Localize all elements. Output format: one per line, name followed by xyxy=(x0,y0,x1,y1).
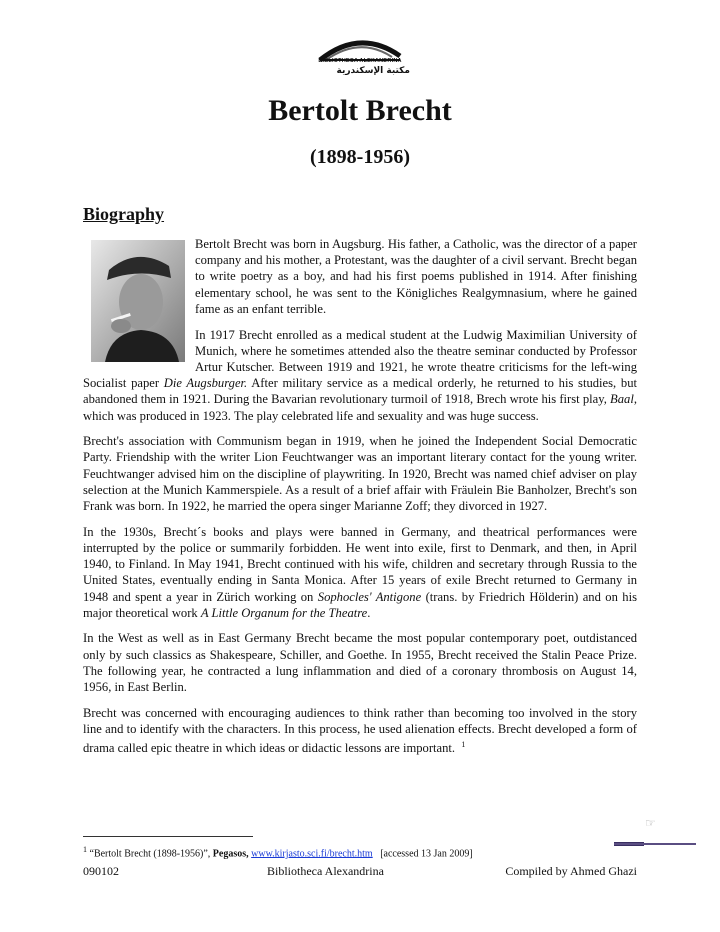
footnote-ref[interactable]: 1 xyxy=(461,740,466,750)
logo-name: BIBLIOTHECA ALEXANDRINA xyxy=(318,58,402,64)
text-span: After military service as a medical orderly, he returned to his studies, but abandoned them in 1921. During the Bavarian revolutionary turmoil of 1918, Brech wrote his first play, xyxy=(83,376,637,407)
paragraph-birth: Bertolt Brecht was born in Augsburg. His father, a Catholic, was the director of a paper company and his mother, a Protestant, was the daughter of a civil servant. Brecht began to write poetry as a boy, and had his first poems published in 1914. After finishing elementary school, he was sent to the Königliches Realgymnasium, where he gained fame as an enfant terrible. xyxy=(195,237,637,316)
play-title: Baal xyxy=(610,392,634,407)
work-title: A Little Organum for the Theatre xyxy=(200,605,368,620)
paragraph-communism: Brecht's association with Communism began in 1919, when he joined the Independent Social Democratic Party. Friendship with the writer Lion Feuchtwanger was an important literary contact for the young writer. Feuchtwanger advised him on the discipline of playwriting. In 1920, Brecht was named chief adviser on play selection at the Munich Kammerspiele. As a result of a brief affair with Fräulein Bie Banholzer, Brecht's son Frank was born. In 1922, he married the opera singer Marianne Zoff; they divorced in 1927. xyxy=(83,434,637,514)
footer-compiler: Compiled by Ahmed Ghazi xyxy=(505,864,637,878)
footnote-number: 1 xyxy=(83,845,87,854)
work-title: Sophocles' Antigone xyxy=(317,589,422,604)
text-span: , which was produced in 1923. The play celebrated life and sexuality and was huge success. xyxy=(83,392,637,423)
accent-bar xyxy=(614,843,696,845)
newspaper-title: Die Augsburger. xyxy=(163,376,248,391)
text-span: In the 1930s, Brecht´s books and plays were banned in Germany, and theatrical performances were interrupted by the police or summarily forbidden. He went into exile, first to Denmark, and then, in April 1940, to Finland. In May 1941, Brecht continued with his wife, children and secretary through Russia to the United States, eventually ending in Santa Monica. After 15 years of exile Brecht returned to Germany in 1948 and spent a year in Zürich working on xyxy=(83,524,637,604)
footnote xyxy=(83,845,473,859)
section-heading: Biography xyxy=(83,204,165,224)
footer-library: Bibliotheca Alexandrina xyxy=(267,864,384,878)
text-span: Brecht was concerned with encouraging audiences to think rather than becoming too involved in the story line and to identify with the characters. In this process, he used alienation effects. Brecht developed a form of drama called epic theatre in which ideas or didactic lessons are important. xyxy=(83,705,637,756)
logo-arabic-name: مكتبة الإسكندرية xyxy=(336,66,410,76)
portrait-photo xyxy=(91,240,185,362)
footnote-source: Pegasos, xyxy=(212,848,249,860)
page-mark-icon: ☞ xyxy=(645,816,656,830)
footnote-link[interactable]: www.kirjasto.sci.fi/brecht.htm xyxy=(251,848,373,860)
paragraph-exile xyxy=(83,524,637,621)
life-years: (1898-1956) xyxy=(310,146,410,168)
paragraph-legacy: In the West as well as in East Germany Brecht became the most popular contemporary poet, outdistanced only by such classics as Shakespeare, Schiller, and Goethe. In 1955, Brecht received the Stalin Peace Prize. The following year, he contracted a lung inflammation and died of a coronary thrombosis on August 14, 1956, in East Berlin. xyxy=(83,631,637,695)
footnote-text: “Bertolt Brecht (1898-1956)”, xyxy=(89,848,213,860)
biography-body xyxy=(83,236,637,766)
footnote-divider xyxy=(83,836,253,837)
footer-code: 090102 xyxy=(83,864,119,878)
page-title: Bertolt Brecht xyxy=(268,94,452,127)
text-span: In 1917 Brecht enrolled as a medical student at the Ludwig Maximilian University of Munich, where he sometimes attended also the theatre seminar conducted by Professor Artur Kutscher. Between 1919 and 1921, he wrote theatre criticisms for the left-wing Socialist paper xyxy=(83,327,637,391)
text-span: . xyxy=(367,605,371,620)
paragraph-epic-theatre xyxy=(83,705,637,757)
footnote-accessed: [accessed 13 Jan 2009] xyxy=(380,848,473,860)
text-span: (trans. by Friedrich Hölderin) and on his major theoretical work xyxy=(83,589,637,620)
